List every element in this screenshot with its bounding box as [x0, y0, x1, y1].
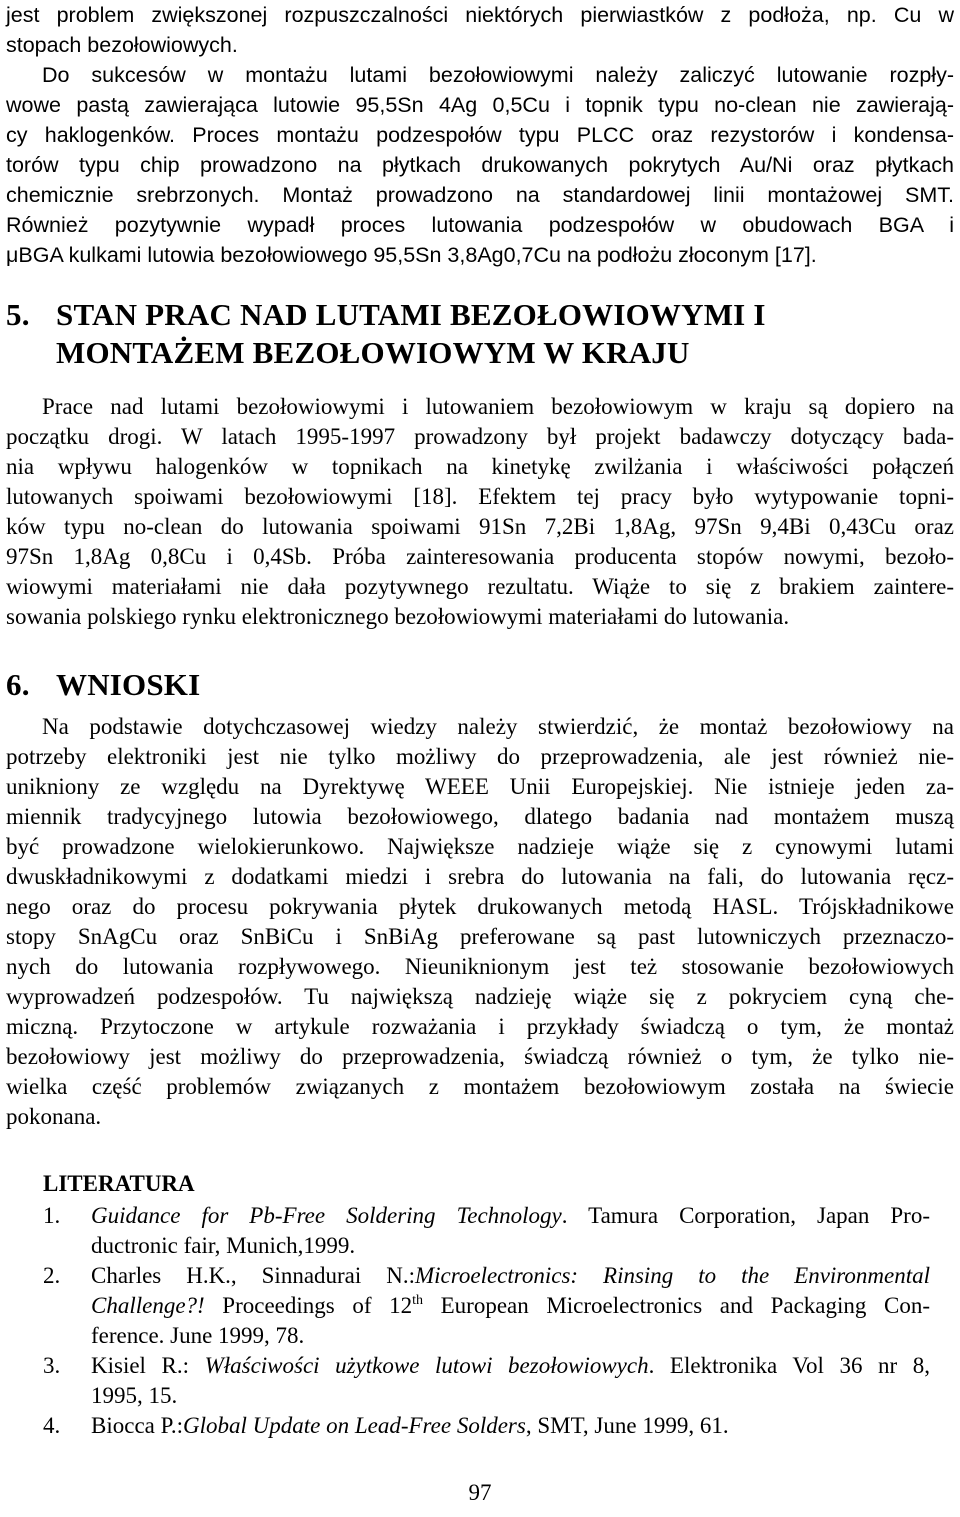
text-line: miennik tradycyjnego lutowia bezołowiowego, dlatego badania nad montażem muszą — [6, 804, 954, 829]
text-line: być prowadzone wielokierunkowo. Największe nadzieje wiąże się z cynowymi lutami — [6, 834, 954, 859]
text-line: μBGA kulkami lutowia bezołowiowego 95,5Sn 3,8Ag0,7Cu na podłożu złoconym [17]. — [6, 243, 817, 267]
reference-title: Global Update on Lead-Free Solders — [183, 1413, 526, 1438]
reference-number: 2. — [43, 1263, 61, 1288]
text-line: wielka część problemów związanych z montażem bezołowiowym została na świecie — [6, 1074, 954, 1099]
reference-item — [43, 1261, 930, 1351]
text-line: początku drogi. W latach 1995-1997 prowadzony był projekt badawczy dotyczący bada- — [6, 424, 954, 449]
text-line: wyprowadzeń podzespołów. Tu największą nadzieję wiąże się z pokryciem cyną che- — [6, 984, 954, 1009]
section-title-line: MONTAŻEM BEZOŁOWIOWYM W KRAJU — [56, 335, 690, 370]
text-line: nia wpływu halogenków w topnikach na kinetykę zwilżania i właściwości połączeń — [6, 454, 954, 479]
section-number: 5. — [6, 297, 30, 332]
text-line: chemicznie srebrzonych. Montaż prowadzono na standardowej linii montażowej SMT. — [6, 183, 954, 207]
reference-title: Microelectronics: Rinsing to the Environmental — [415, 1263, 930, 1288]
intro-paragraph — [6, 0, 954, 60]
literature-heading: LITERATURA — [43, 1171, 195, 1196]
text-line: uniknionу ze względu na Dyrektywę WEEE Unii Europejskiej. Nie istnieje jeden za- — [6, 774, 954, 799]
reference-title: Właściwości użytkowe lutowi bezołowiowych — [204, 1353, 649, 1378]
text-line: 97Sn 1,8Ag 0,8Cu i 0,4Sb. Próba zainteresowania producenta stopów nowymi, bezoło- — [6, 544, 954, 569]
reference-item — [43, 1411, 930, 1441]
reference-text: ference. June 1999, 78. — [91, 1323, 305, 1348]
text-line: dwuskładnikowymi z dodatkami miedzi i srebra do lutowania na fali, do lutowania ręcz- — [6, 864, 954, 889]
text-line: nego oraz do procesu pokrywania płytek drukowanych metodą HASL. Trójskładnikowe — [6, 894, 954, 919]
superscript: th — [412, 1293, 423, 1308]
reference-text: . Tamura Corporation, Japan Pro- — [561, 1203, 931, 1228]
reference-number: 4. — [43, 1413, 61, 1438]
section-title: WNIOSKI — [56, 667, 201, 702]
text-line: cy haklogenków. Proces montażu podzespołów typu PLCC oraz rezystorów i kondensa- — [6, 123, 954, 147]
reference-text: , SMT, June 1999, 61. — [525, 1413, 729, 1438]
reference-number: 3. — [43, 1353, 61, 1378]
reference-authors: Biocca P.: — [91, 1413, 183, 1438]
reference-text: Proceedings of 12 — [204, 1293, 413, 1318]
reference-text: ductronic fair, Munich,1999. — [91, 1233, 356, 1258]
text-line: wiowymi materiałami nie dała pozytywnego rezultatu. Wiąże to się z brakiem zaintere- — [6, 574, 954, 599]
text-line: Prace nad lutami bezołowiowymi i lutowaniem bezołowiowym w kraju są dopiero na — [42, 394, 954, 419]
text-line: bezołowiowy jest możliwy do przeprowadzenia, świadczą również o tym, że tylko nie- — [6, 1044, 954, 1069]
reference-authors: Kisiel R.: — [91, 1353, 205, 1378]
assembly-paragraph — [6, 60, 954, 270]
text-line: ków typu no-clean do lutowania spoiwami 91Sn 7,2Bi 1,8Ag, 97Sn 9,4Bi 0,43Cu oraz — [6, 514, 954, 539]
reference-title: Guidance for Pb-Free Soldering Technology — [91, 1203, 562, 1228]
text-line: torów typu chip prowadzono na płytkach drukowanych pokrytych Au/Ni oraz płytkach — [6, 153, 954, 177]
page-number: 97 — [468, 1480, 492, 1505]
text-line: lutowanych spoiwami bezołowiowymi [18]. Efektem tej pracy było wytypowanie topni- — [6, 484, 954, 509]
text-line: Na podstawie dotychczasowej wiedzy należy stwierdzić, że montaż bezołowiowy na — [42, 714, 954, 739]
reference-number: 1. — [43, 1203, 61, 1228]
text-line: potrzeby elektroniki jest nie tylko możliwy do przeprowadzenia, ale jest również nie- — [6, 744, 954, 769]
reference-authors: Charles H.K., Sinnadurai N.: — [91, 1263, 415, 1288]
text-line: miczną. Przytoczone w artykule rozważania i przykłady świadczą o tym, że montaż — [6, 1014, 954, 1039]
reference-item — [43, 1351, 930, 1411]
reference-title: Challenge?! — [91, 1293, 205, 1318]
text-line: stopach bezołowiowych. — [6, 33, 238, 57]
section-title-line: STAN PRAC NAD LUTAMI BEZOŁOWIOWYMI I — [56, 297, 766, 332]
section-number: 6. — [6, 667, 30, 702]
text-line: Do sukcesów w montażu lutami bezołowiowymi należy zaliczyć lutowanie rozpły- — [42, 63, 954, 87]
text-line: sowania polskiego rynku elektronicznego bezołowiowymi materiałami do lutowania. — [6, 604, 790, 629]
reference-text: 1995, 15. — [91, 1383, 178, 1408]
section-5-paragraph — [6, 392, 954, 632]
text-line: pokonana. — [6, 1104, 102, 1129]
text-line: stopy SnAgCu oraz SnBiCu i SnBiAg preferowane są past lutowniczych przeznaczo- — [6, 924, 954, 949]
section-6-heading — [6, 666, 200, 704]
section-5-heading — [6, 296, 766, 372]
reference-list — [43, 1201, 930, 1441]
text-line: jest problem zwiększonej rozpuszczalności niektórych pierwiastków z podłoża, np. Cu w — [6, 3, 954, 27]
text-line: wowe pastą zawierająca lutowie 95,5Sn 4Ag 0,5Cu i topnik typu no-clean nie zawierają- — [6, 93, 954, 117]
text-line: Również pozytywnie wypadł proces lutowania podzespołów w obudowach BGA i — [6, 213, 954, 237]
reference-text: . Elektronika Vol 36 nr 8, — [648, 1353, 931, 1378]
reference-text: European Microelectronics and Packaging Con- — [423, 1293, 931, 1318]
text-line: nych do lutowania rozpływowego. Nieuniknionym jest też stosowanie bezołowiowych — [6, 954, 954, 979]
reference-item — [43, 1201, 930, 1261]
section-6-paragraph — [6, 712, 954, 1132]
